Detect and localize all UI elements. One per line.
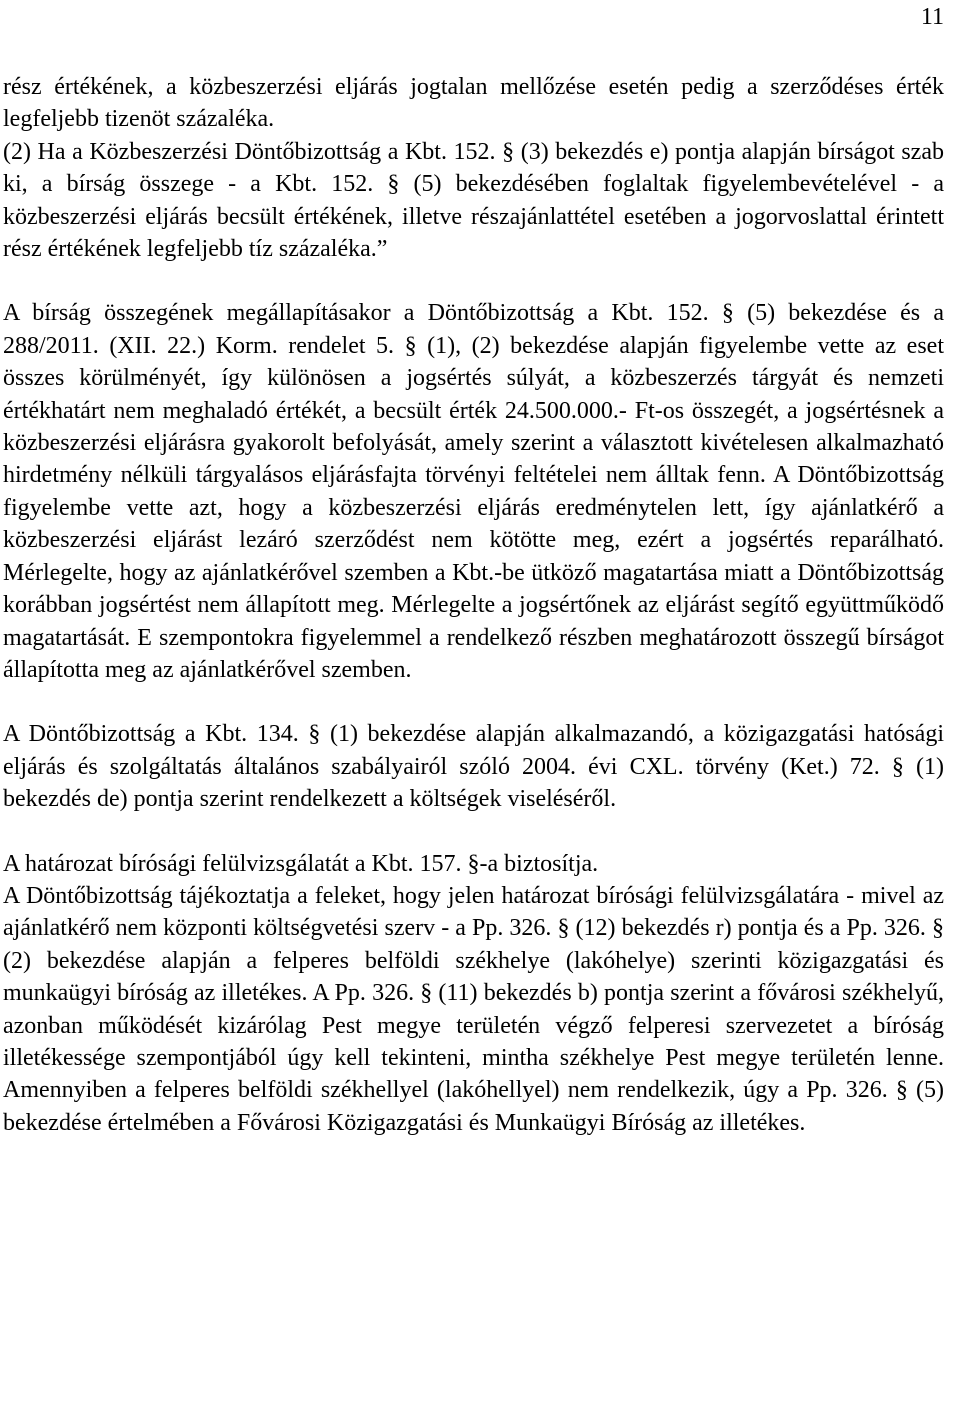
paragraph-quoted-rule: (2) Ha a Közbeszerzési Döntőbizottság a Kbt. 152. § (3) bekezdés e) pontja alapján bírságot szab ki, a bírság összege - a Kbt. 152. § (5) bekezdésében foglaltak figyelembevételével - a közbeszerzési eljárás becsült értékének, illetve részajánlattétel esetében a jogorvoslattal érintett rész értékének legfeljebb tíz százaléka.” (3, 138, 944, 263)
paragraph-fine-assessment: A bírság összegének megállapításakor a Döntőbizottság a Kbt. 152. § (5) bekezdése és a 288/2011. (XII. 22.) Korm. rendelet 5. § (1), (2) bekezdése alapján figyelembe vette az eset összes körülményét, így különösen a jogsértés súlyát, a közbeszerzés tárgyát és nemzeti értékhatárt nem meghaladó értékét, a becsült érték 24.500.000.- Ft-os összegét, a jogsértésnek a közbeszerzési eljárásra gyakorolt befolyását, amely szerint a választott kivételesen alkalmazható hirdetmény nélküli tárgyalásos eljárásfajta törvényi feltételei nem álltak fenn. A Döntőbizottság figyelembe vette azt, hogy a közbeszerzési eljárás eredménytelen lett, így ajánlatkérő a közbeszerzési eljárást lezáró szerződést nem kötötte meg, ezért a jogsértés reparálható. Mérlegelte, hogy az ajánlatkérővel szemben a Kbt.-be ütköző magatartása miatt a Döntőbizottság korábban jogsértést nem állapított meg. Mérlegelte a jogsértőnek az eljárást segítő együttműködő magatartását. E szempontokra figyelemmel a rendelkező részben meghatározott összegű bírságot állapította meg az ajánlatkérővel szemben. (3, 300, 944, 683)
paragraph-court-jurisdiction: A Döntőbizottság tájékoztatja a feleket, hogy jelen határozat bírósági felülvizsgálatára - mivel az ajánlatkérő nem központi költségvetési szerv - a Pp. 326. § (12) bekezdés r) pontja és a Pp. 326. § (2) bekezdése alapján a felperes belföldi székhelye (lakóhelye) szerinti közigazgatási és munkaügyi bíróság az illetékes. A Pp. 326. § (11) bekezdés b) pontja szerint a fővárosi székhelyű, azonban működését kizárólag Pest megye területén végző felperesi szervezetet a bíróság illetékessége szempontjából úgy kell tekinteni, mintha székhelye Pest megye területén lenne. Amennyiben a felperes belföldi székhellyel (lakóhellyel) nem rendelkezik, úgy a Pp. 326. § (5) bekezdése értelmében a Fővárosi Közigazgatási és Munkaügyi Bíróság az illetékes. (3, 882, 944, 1136)
paragraph-fine-limit: rész értékének, a közbeszerzési eljárás jogtalan mellőzése esetén pedig a szerződéses érték legfeljebb tizenöt százaléka. (3, 74, 944, 133)
page-number: 11 (920, 4, 944, 30)
paragraph-costs: A Döntőbizottság a Kbt. 134. § (1) bekezdése alapján alkalmazandó, a közigazgatási hatósági eljárás és szolgáltatás általános szabályairól szóló 2004. évi CXL. törvény (Ket.) 72. § (1) bekezdés de) pontja szerint rendelkezett a költségek viseléséről. (3, 721, 944, 813)
paragraph-spacer (3, 265, 944, 297)
document-body (3, 71, 944, 1139)
paragraph-spacer (3, 686, 944, 718)
paragraph-spacer (3, 816, 944, 848)
paragraph-judicial-review: A határozat bírósági felülvizsgálatát a Kbt. 157. §-a biztosítja. (3, 850, 599, 877)
